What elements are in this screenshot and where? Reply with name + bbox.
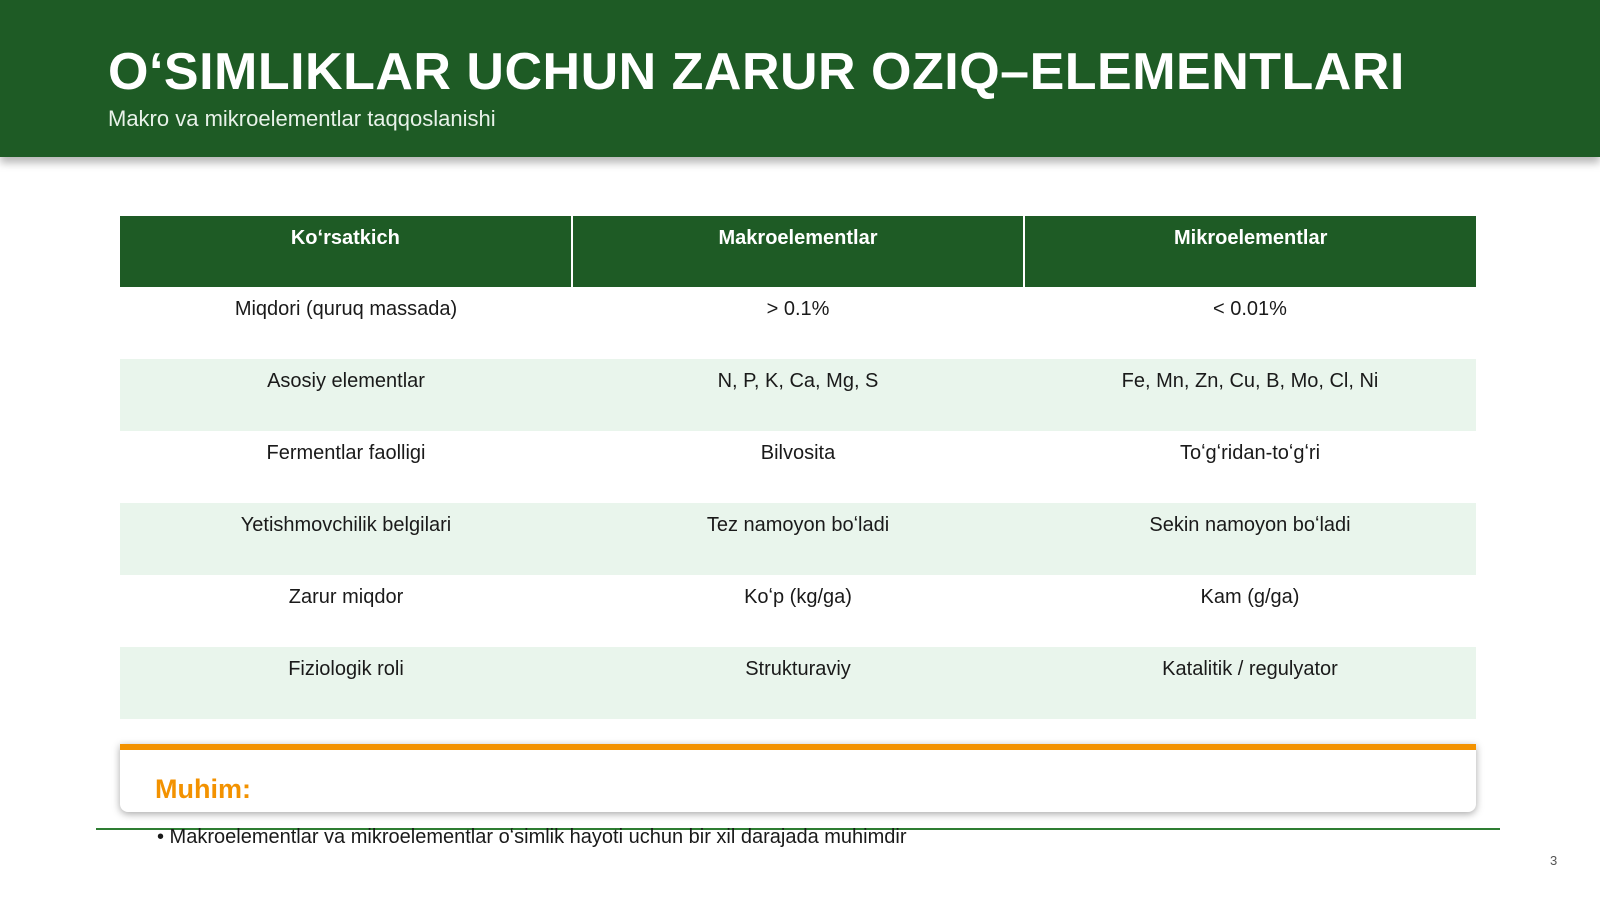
- note-bullet: • Makroelementlar va mikroelementlar oʻsimlik hayoti uchun bir xil darajada muhimdir: [157, 826, 907, 848]
- slide-title: OʻSIMLIKLAR UCHUN ZARUR OZIQ–ELEMENTLARI: [108, 43, 1405, 101]
- table-cell: Toʻgʻridan-toʻgʻri: [1179, 442, 1321, 464]
- table-cell: Tez namoyon boʻladi: [706, 514, 890, 536]
- table-cell: < 0.01%: [1213, 298, 1287, 320]
- table-cell: Sekin namoyon boʻladi: [1149, 514, 1351, 536]
- table-cell: > 0.1%: [766, 298, 830, 320]
- table-row: [120, 647, 1476, 719]
- table-cell: Yetishmovchilik belgilari: [240, 514, 452, 536]
- table-cell: Bilvosita: [760, 442, 836, 464]
- column-header-indicator: Koʻrsatkich: [120, 216, 573, 287]
- table-cell: N, P, K, Ca, Mg, S: [717, 370, 879, 392]
- table-cell: Miqdori (quruq massada): [234, 298, 458, 320]
- table-row: [120, 287, 1476, 359]
- table-row: [120, 431, 1476, 503]
- table-cell: Fermentlar faolligi: [266, 442, 426, 464]
- note-title: Muhim:: [155, 774, 251, 804]
- slide-header: [0, 0, 1600, 157]
- column-header-micro: Mikroelementlar: [1173, 227, 1328, 249]
- table-cell: Katalitik / regulyator: [1162, 658, 1338, 680]
- table-header-row: [120, 216, 1476, 287]
- table-cell: Asosiy elementlar: [267, 370, 425, 392]
- table-cell: Koʻp (kg/ga): [744, 586, 852, 608]
- slide-subtitle: Makro va mikroelementlar taqqoslanishi: [108, 106, 496, 131]
- table-cell: Strukturaviy: [745, 658, 851, 680]
- column-header-macro: Makroelementlar: [573, 216, 1026, 287]
- table-cell: Fe, Mn, Zn, Cu, B, Mo, Cl, Ni: [1121, 370, 1379, 392]
- table-cell: Zarur miqdor: [288, 586, 404, 608]
- important-note-box: [120, 744, 1476, 812]
- table-row: [120, 359, 1476, 431]
- comparison-table: [120, 216, 1476, 719]
- table-cell: Fiziologik roli: [288, 658, 404, 680]
- table-cell: Kam (g/ga): [1200, 586, 1300, 608]
- table-row: [120, 503, 1476, 575]
- page-number: 3: [1550, 853, 1558, 868]
- table-row: [120, 575, 1476, 647]
